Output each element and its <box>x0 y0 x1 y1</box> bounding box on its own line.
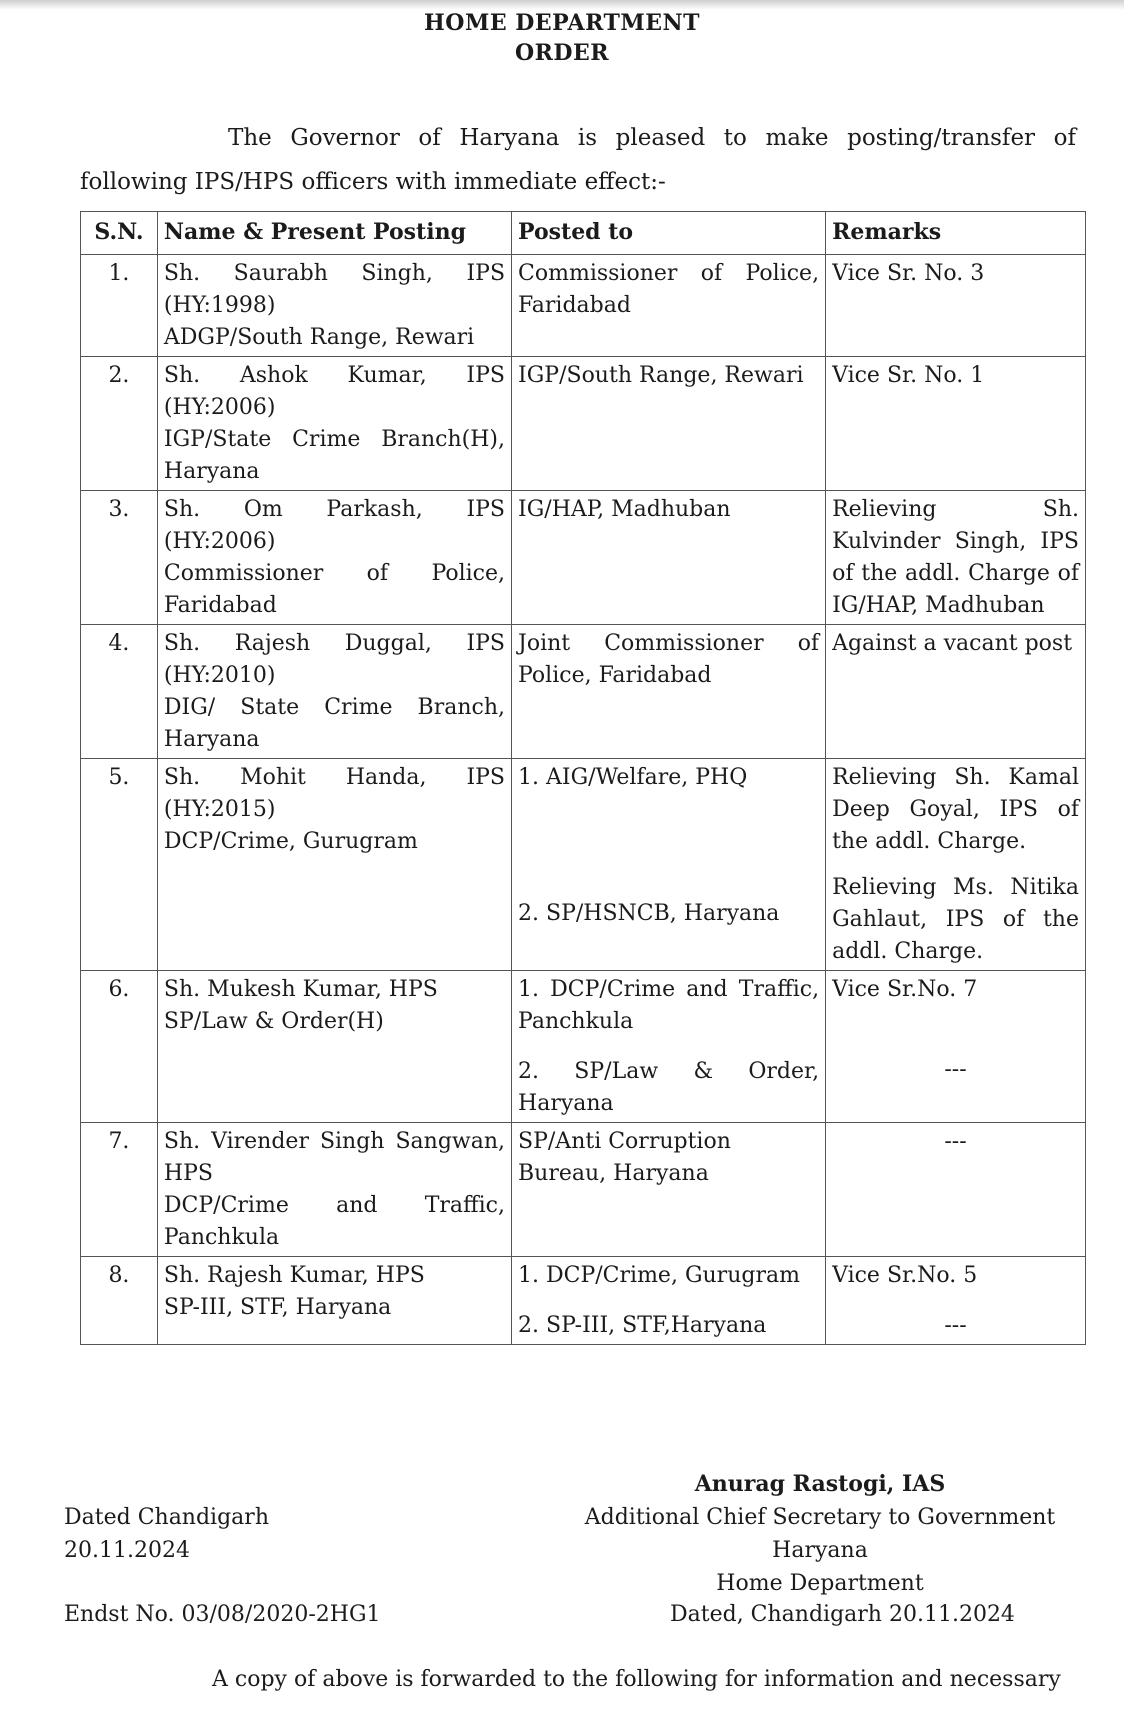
row-sn: 1. <box>81 255 158 357</box>
officer-present-posting: ADGP/South Range, Rewari <box>163 325 475 350</box>
row-remarks: Vice Sr. No. 1 <box>826 357 1086 491</box>
row-posted-to: Commissioner of Police, Faridabad <box>512 255 826 357</box>
spacer <box>832 1006 1079 1054</box>
officer-name: Sh. Saurabh Singh, IPS <box>163 261 506 286</box>
table-row <box>81 1123 1086 1257</box>
intro-paragraph: The Governor of Haryana is pleased to make posting/transfer of following IPS/HPS officers with immediate effect:- <box>80 125 1076 195</box>
row-sn: 5. <box>81 759 158 971</box>
signatory-name: Anurag Rastogi, IAS <box>694 1471 946 1497</box>
endorsement-date: Dated, Chandigarh 20.11.2024 <box>670 1602 1015 1627</box>
posting-item: 2. SP-III, STF,Haryana <box>518 1313 767 1338</box>
table-row <box>81 625 1086 759</box>
row-sn: 7. <box>81 1123 158 1257</box>
department-heading: HOME DEPARTMENT <box>424 10 700 36</box>
posting-table-container <box>80 211 1086 1345</box>
spacer <box>518 1038 819 1056</box>
endorsement-number: Endst No. 03/08/2020-2HG1 <box>64 1602 381 1627</box>
remark-item: Relieving Sh. Kamal Deep Goyal, IPS of the addl. Charge. <box>832 765 1079 854</box>
row-name-posting <box>157 1123 511 1257</box>
row-name-posting <box>157 491 511 625</box>
row-sn: 2. <box>81 357 158 491</box>
row-remarks: Against a vacant post <box>826 625 1086 759</box>
remark-item: Relieving Ms. Nitika Gahlaut, IPS of the addl. Charge. <box>832 875 1079 964</box>
table-row <box>81 357 1086 491</box>
row-name-posting <box>157 357 511 491</box>
row-name-posting <box>157 625 511 759</box>
row-name-posting <box>157 971 511 1123</box>
row-sn: 3. <box>81 491 158 625</box>
officer-name: Sh. Ashok Kumar, IPS <box>163 363 506 388</box>
order-heading: ORDER <box>514 40 610 66</box>
row-posted-to <box>512 759 826 971</box>
posting-item: 1. AIG/Welfare, PHQ <box>518 765 748 790</box>
remark-item: --- <box>944 1313 967 1338</box>
officer-name: Sh. Rajesh Duggal, IPS <box>163 631 506 656</box>
row-remarks <box>826 971 1086 1123</box>
officer-batch: (HY:2015) <box>163 797 276 822</box>
row-posted-to: SP/Anti Corruption Bureau, Haryana <box>512 1123 826 1257</box>
spacer <box>832 1292 1079 1310</box>
posting-item: 2. SP/Law & Order, Haryana <box>518 1059 820 1116</box>
officer-name: Sh. Mukesh Kumar, HPS <box>163 977 438 1002</box>
table-row <box>81 759 1086 971</box>
officer-present-posting: DIG/ State Crime Branch, <box>163 695 506 720</box>
officer-present-posting-cont: Faridabad <box>163 593 277 618</box>
table-row <box>81 491 1086 625</box>
dated-date: 20.11.2024 <box>64 1538 190 1563</box>
spacer <box>518 1292 819 1310</box>
signatory-designation: Additional Chief Secretary to Government Haryana <box>584 1505 1056 1563</box>
officer-present-posting: Commissioner of Police, <box>163 561 506 586</box>
remark-item: --- <box>944 1057 967 1082</box>
table-header-row <box>81 212 1086 255</box>
officer-present-posting: SP/Law & Order(H) <box>163 1009 384 1034</box>
signatory-department: Home Department <box>716 1571 924 1596</box>
officer-name: Sh. Virender Singh Sangwan, HPS <box>163 1129 506 1186</box>
header-posted-to: Posted to <box>512 212 826 255</box>
spacer <box>832 858 1079 872</box>
signature-block <box>540 1468 1100 1600</box>
posting-item: 2. SP/HSNCB, Haryana <box>518 901 780 926</box>
row-sn: 6. <box>81 971 158 1123</box>
row-name-posting <box>157 1257 511 1345</box>
remark-item: Vice Sr.No. 7 <box>832 977 978 1002</box>
page-top-shadow <box>0 0 1124 10</box>
officer-batch: (HY:2006) <box>163 395 276 420</box>
spacer <box>518 794 819 898</box>
officer-name: Sh. Rajesh Kumar, HPS <box>163 1263 425 1288</box>
officer-batch: (HY:2006) <box>163 529 276 554</box>
officer-name: Sh. Om Parkash, IPS <box>163 497 506 522</box>
row-sn: 8. <box>81 1257 158 1345</box>
dated-place: Dated Chandigarh <box>64 1505 269 1530</box>
row-posted-to <box>512 1257 826 1345</box>
officer-present-posting: DCP/Crime and Traffic, Panchkula <box>163 1193 506 1250</box>
table-row <box>81 1257 1086 1345</box>
row-remarks: Relieving Sh. Kulvinder Singh, IPS of the addl. Charge of IG/HAP, Madhuban <box>826 491 1086 625</box>
officer-present-posting: IGP/State Crime Branch(H), <box>163 427 506 452</box>
row-posted-to: IGP/South Range, Rewari <box>512 357 826 491</box>
row-posted-to <box>512 971 826 1123</box>
copy-forward-text: A copy of above is forwarded to the following for information and necessary <box>212 1667 1061 1692</box>
officer-present-posting-cont: Haryana <box>163 459 260 484</box>
officer-batch: (HY:1998) <box>163 293 276 318</box>
officer-batch: (HY:2010) <box>163 663 276 688</box>
row-remarks: Vice Sr. No. 3 <box>826 255 1086 357</box>
posting-item: 1. DCP/Crime, Gurugram <box>518 1263 800 1288</box>
posting-item: 1. DCP/Crime and Traffic, Panchkula <box>518 977 820 1034</box>
row-posted-to: IG/HAP, Madhuban <box>512 491 826 625</box>
officer-present-posting-cont: Haryana <box>163 727 260 752</box>
row-name-posting <box>157 255 511 357</box>
posting-table <box>80 211 1086 1345</box>
table-row <box>81 971 1086 1123</box>
dated-block <box>64 1501 269 1567</box>
officer-present-posting: SP-III, STF, Haryana <box>163 1295 392 1320</box>
row-remarks <box>826 1257 1086 1345</box>
header-remarks: Remarks <box>826 212 1086 255</box>
row-name-posting <box>157 759 511 971</box>
row-posted-to: Joint Commissioner of Police, Faridabad <box>512 625 826 759</box>
table-row <box>81 255 1086 357</box>
officer-name: Sh. Mohit Handa, IPS <box>163 765 506 790</box>
header-sn: S.N. <box>81 212 158 255</box>
row-remarks: --- <box>826 1123 1086 1257</box>
row-remarks <box>826 759 1086 971</box>
header-name: Name & Present Posting <box>157 212 511 255</box>
row-sn: 4. <box>81 625 158 759</box>
officer-present-posting: DCP/Crime, Gurugram <box>163 829 418 854</box>
remark-item: Vice Sr.No. 5 <box>832 1263 978 1288</box>
